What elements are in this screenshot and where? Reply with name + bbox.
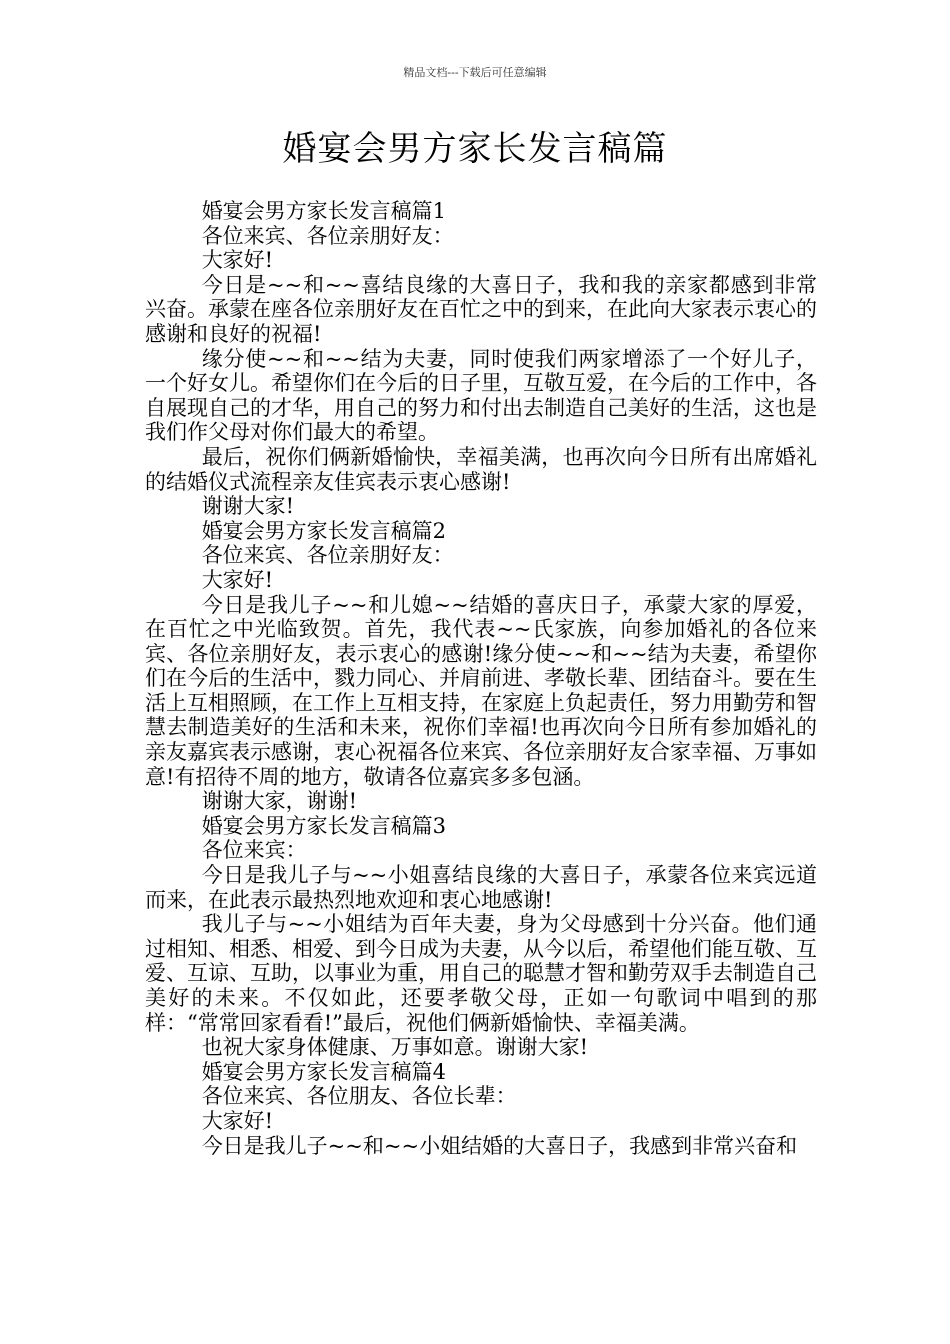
section-heading-4: 婚宴会男方家长发言稿篇4 <box>201 1059 447 1084</box>
paragraph: 今日是我儿子~~和~~小姐结婚的大喜日子，我感到非常兴奋和 <box>201 1133 798 1158</box>
section-heading-2: 婚宴会男方家长发言稿篇2 <box>201 518 447 543</box>
paragraph: 今日是~~和~~喜结良缘的大喜日子，我和我的亲家都感到非常兴奋。承蒙在座各位亲朋好友在百忙之中的到来，在此向大家表示衷心的感谢和良好的祝福! <box>145 272 817 346</box>
paragraph: 我儿子与~~小姐结为百年夫妻，身为父母感到十分兴奋。他们通过相知、相悉、相爱、到今日成为夫妻，从今以后，希望他们能互敬、互爱、互谅、互助，以事业为重，用自己的聪慧才智和勤劳双手去制造自己美好的未来。不仅如此，还要孝敬父母，正如一句歌词中唱到的那样：“常常回家看看!”最后，祝他们俩新婚愉快、幸福美满。 <box>145 912 817 1035</box>
paragraph: 缘分使~~和~~结为夫妻，同时使我们两家增添了一个好儿子，一个好女儿。希望你们在今后的日子里，互敬互爱，在今后的工作中，各自展现自己的才华，用自己的努力和付出去制造自己美好的生活，这也是我们作父母对你们最大的希望。 <box>145 346 817 445</box>
greeting: 大家好! <box>201 248 274 273</box>
closing-line: 谢谢大家，谢谢! <box>201 789 358 814</box>
section-heading-3: 婚宴会男方家长发言稿篇3 <box>201 813 447 838</box>
section-heading-1: 婚宴会男方家长发言稿篇1 <box>201 199 447 223</box>
header-note: 精品文档---下载后可任意编辑 <box>403 66 547 79</box>
salutation: 各位来宾、各位亲朋好友： <box>201 223 454 248</box>
closing-line: 谢谢大家! <box>201 494 295 519</box>
closing-line: 也祝大家身体健康、万事如意。谢谢大家! <box>201 1035 589 1060</box>
paragraph: 最后，祝你们俩新婚愉快，幸福美满，也再次向今日所有出席婚礼的结婚仪式流程亲友佳宾表示衷心感谢! <box>145 444 817 494</box>
salutation: 各位来宾、各位朋友、各位长辈： <box>201 1084 517 1109</box>
greeting: 大家好! <box>201 1108 274 1133</box>
paragraph: 今日是我儿子与~~小姐喜结良缘的大喜日子，承蒙各位来宾远道而来，在此表示最热烈地欢迎和衷心地感谢! <box>145 863 817 912</box>
document-body <box>145 199 817 1158</box>
document-title: 婚宴会男方家长发言稿篇 <box>282 129 668 169</box>
salutation: 各位来宾： <box>201 838 307 863</box>
paragraph: 今日是我儿子~~和儿媳~~结婚的喜庆日子，承蒙大家的厚爱，在百忙之中光临致贺。首先，我代表~~氏家族，向参加婚礼的各位来宾、各位亲朋好友，表示衷心的感谢!缘分使~~和~~结为夫妻，希望你们在今后的生活中，戮力同心、并肩前进、孝敬长辈、团结奋斗。要在生活上互相照顾，在工作上互相支持，在家庭上负起责任，努力用勤劳和智慧去制造美好的生活和未来，祝你们幸福!也再次向今日所有参加婚礼的亲友嘉宾表示感谢，衷心祝福各位来宾、各位亲朋好友合家幸福、万事如意!有招待不周的地方，敬请各位嘉宾多多包涵。 <box>145 592 817 789</box>
salutation: 各位来宾、各位亲朋好友： <box>201 543 454 568</box>
greeting: 大家好! <box>201 567 274 592</box>
